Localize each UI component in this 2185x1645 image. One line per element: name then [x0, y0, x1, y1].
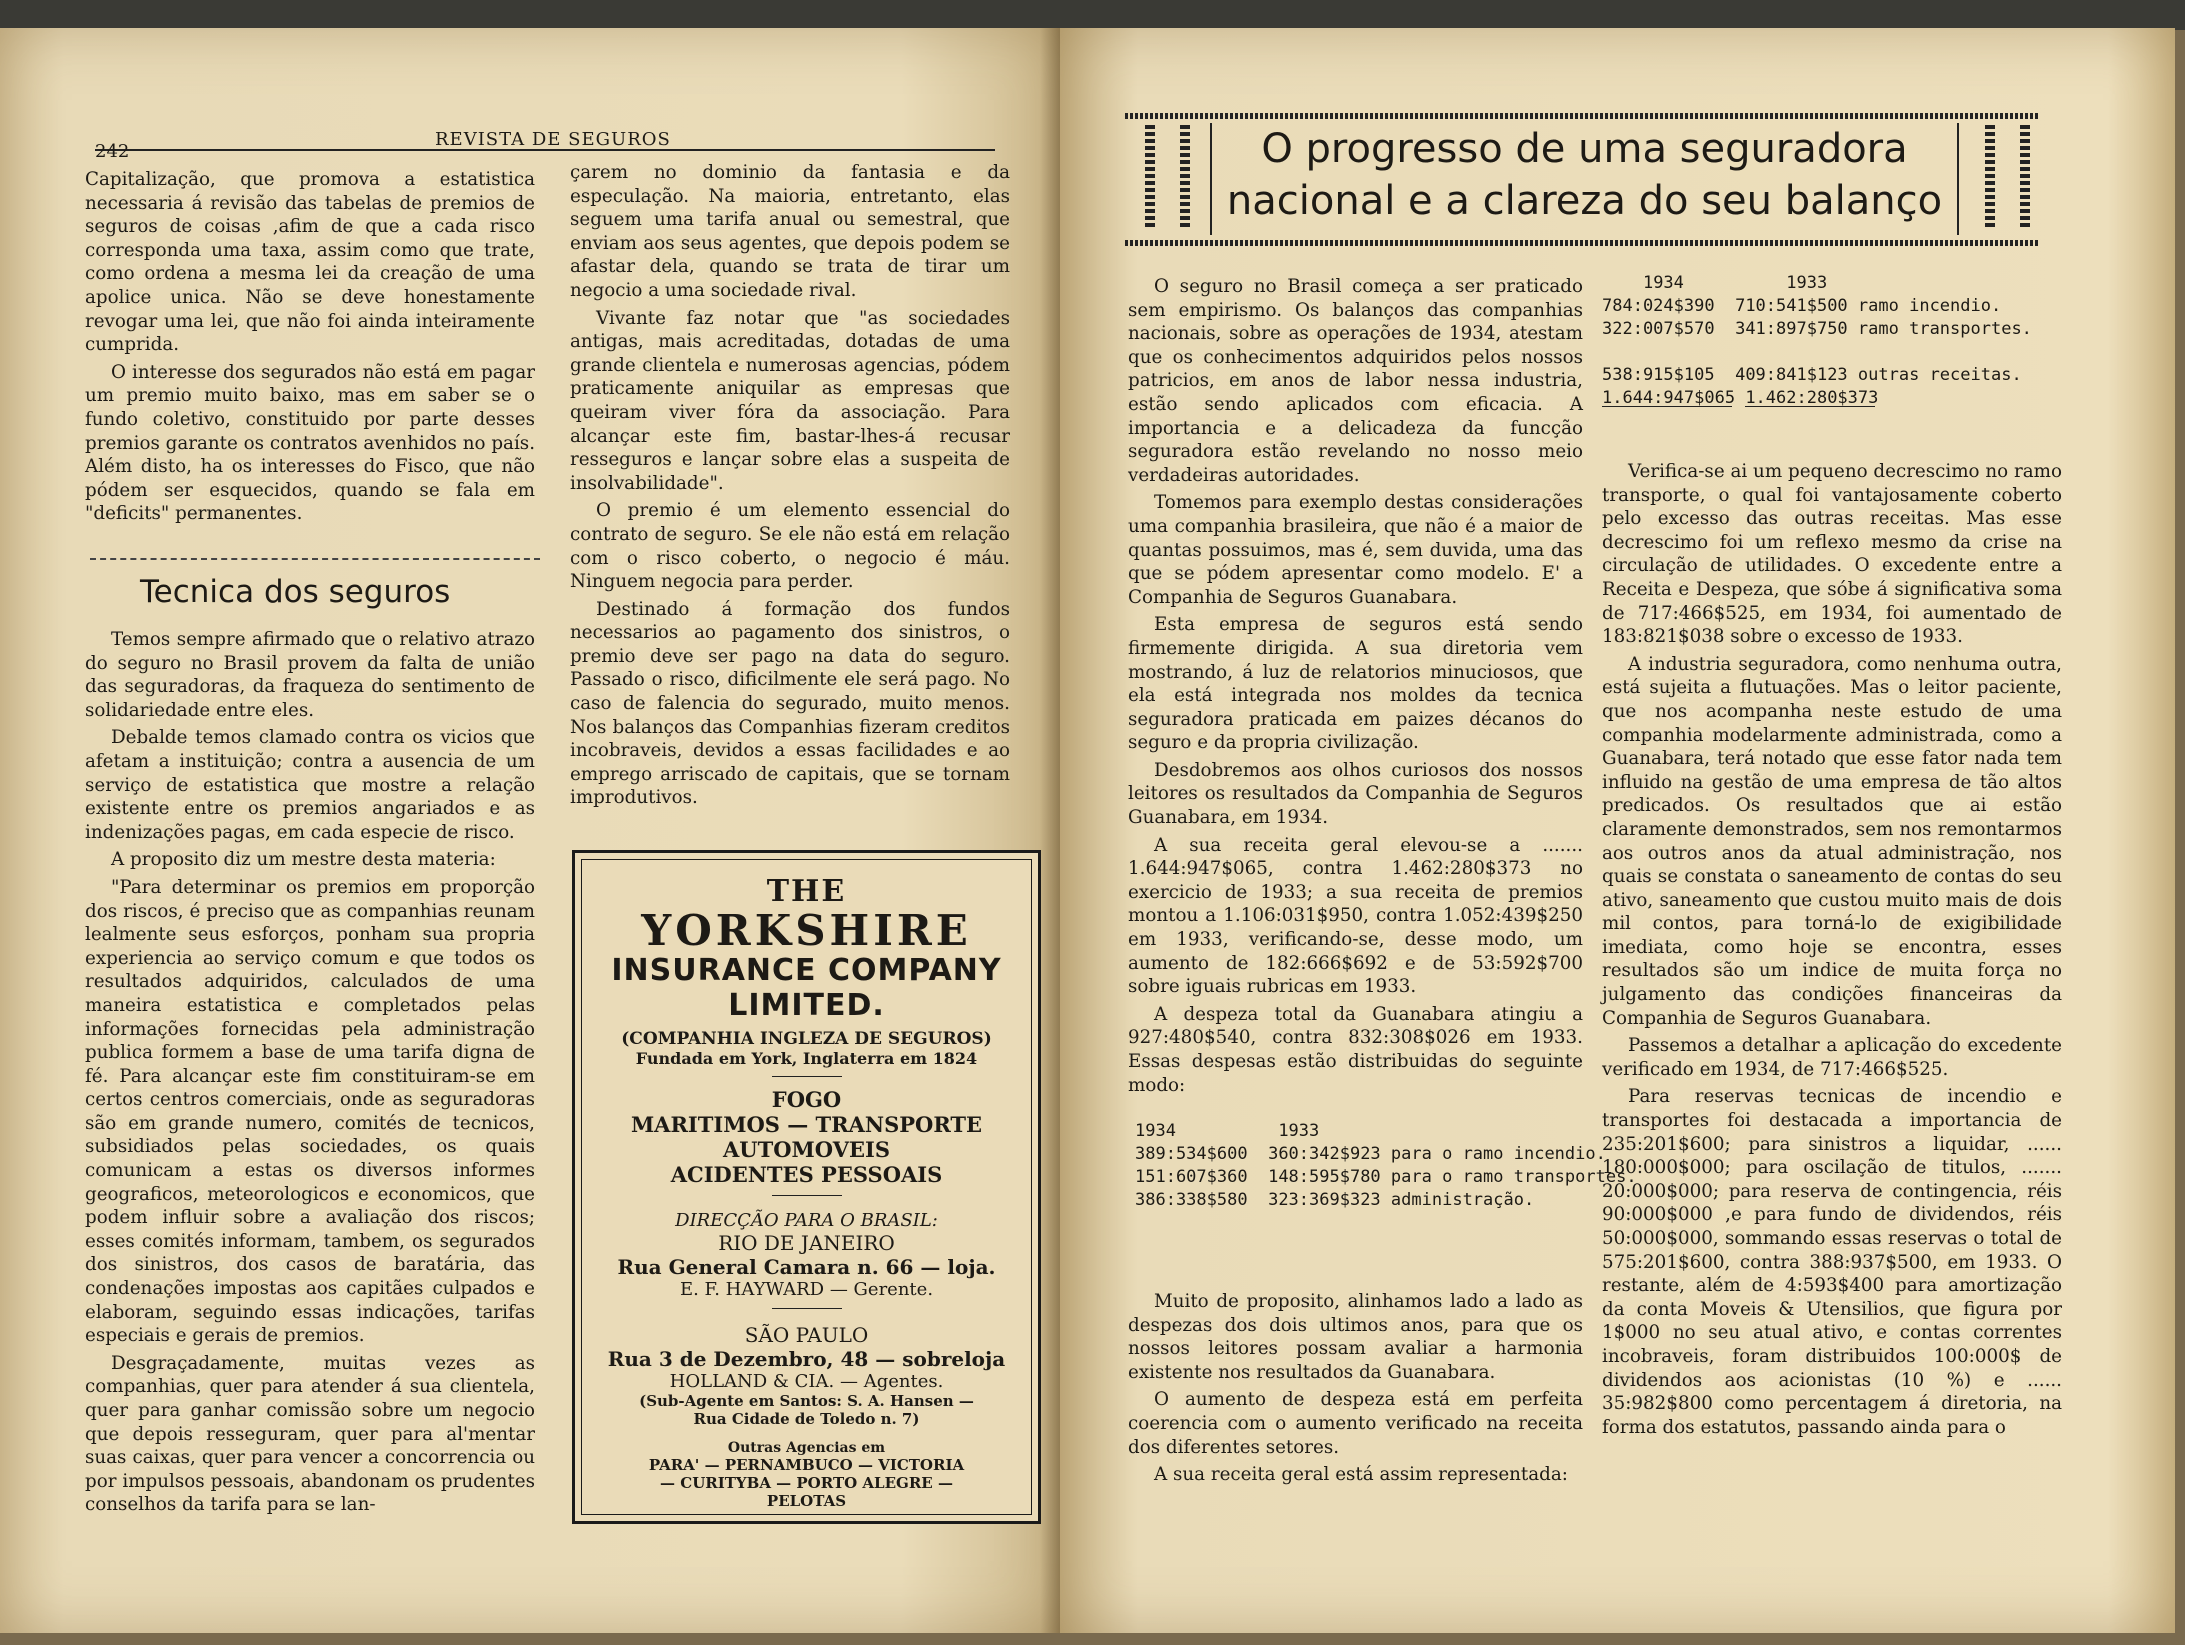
- paragraph: A sua receita geral está assim representada:: [1154, 1464, 1568, 1486]
- paragraph: O aumento de despeza está em perfeita coerencia com o aumento verificado na receita dos diferentes setores.: [1128, 1389, 1583, 1458]
- ad-founded: Fundada em York, Inglaterra em 1824: [635, 1049, 978, 1068]
- banner-rule-top: [1125, 113, 2040, 119]
- ad-rio: RIO DE JANEIRO: [718, 1231, 895, 1255]
- banner-ornament: [1145, 125, 1155, 230]
- page-number: 242: [95, 141, 130, 162]
- expense-table: [1135, 1120, 1637, 1212]
- banner-ornament: [1180, 125, 1190, 230]
- running-title: REVISTA DE SEGUROS: [435, 129, 671, 150]
- ad-line: FOGO: [771, 1087, 842, 1112]
- table-totals: 1.644:947$065 1.462:280$373: [1602, 388, 1879, 408]
- ad-line: AUTOMOVEIS: [723, 1137, 890, 1162]
- expense-table-years: 1934 1933: [1135, 1121, 1320, 1141]
- ad-line: MARITIMOS — TRANSPORTE: [630, 1112, 983, 1137]
- ad-sub-agent-address: Rua Cidade de Toledo n. 7): [693, 1410, 920, 1428]
- article-column-1-a: [1128, 275, 1583, 1101]
- paragraph: Desgraçadamente, muitas vezes as companhias, quer para atender á sua clientela, quer para ganhar comissão sobre um negocio que depois resseguram, quer para al'mentar suas caixas, quer para vencer a concorrencia ou por impulsos pessoais, abandonam os prudentes conselhos da tarifa para se lan-: [85, 1352, 535, 1516]
- paragraph: O seguro no Brasil começa a ser praticado sem empirismo. Os balanços das companhias nacionais, sobre as operações de 1934, atestam que os conhecimentos adquiridos pelos nossos patricios, em anos de labor nessa industria, estão sendo aplicados com eficacia. A importancia e a delicadeza da funcção seguradora estão revelando no nosso meio verdadeiras autoridades.: [1128, 276, 1583, 486]
- table-row: 538:915$105 409:841$123 outras receitas.: [1602, 365, 2022, 385]
- ad-subtitle: (COMPANHIA INGLEZA DE SEGUROS): [621, 1029, 992, 1049]
- paragraph: Tomemos para exemplo destas considerações uma companhia brasileira, que não é a maior de quantas possuimos, mas é, sem duvida, uma das que se pódem apresentar como modelo. E' a Companhia de Seguros Guanabara.: [1128, 492, 1583, 608]
- paragraph: Passemos a detalhar a aplicação do excedente verificado em 1934, de 717:466$525.: [1602, 1035, 2062, 1080]
- article-title: [1210, 123, 1959, 235]
- paragraph: çarem no dominio da fantasia e da especulação. Na maioria, entretanto, elas seguem uma tarifa anual ou semestral, que enviam aos seus agentes, que depois podem se afastar dela, quando se trata de tirar um negocio a uma sociedade rival.: [570, 162, 1010, 301]
- article-column-2: [1602, 460, 2062, 1443]
- ad-cities: — CURITYBA — PORTO ALEGRE —: [660, 1474, 953, 1492]
- paragraph: A industria seguradora, como nenhuma outra, está sujeita a flutuações. Mas o leitor paciente, que nos acompanha neste estudo de uma companhia modelarmente administrada, como a Guanabara, terá notado que esse fator nada tem influido na gestão de uma empresa de tão altos predicados. Os resultados que ai estão claramente demonstrados, sem nos remontarmos aos outros anos da atual administração, nos quais se constata o saneamento de contas do seu ativo, saneamento que custou muito mais de dois mil contos, para torná-lo de exigibilidade imediata, como hoje se encontra, esses resultados são um indice de muita força no julgamento das condições financeiras da Companhia de Seguros Guanabara.: [1602, 653, 2062, 1029]
- banner-ornament: [2020, 125, 2030, 230]
- ad-line: ACIDENTES PESSOAIS: [670, 1162, 943, 1187]
- table-row: 322:007$570 341:897$750 ramo transportes.: [1602, 319, 2032, 339]
- ad-rio-address: Rua General Camara n. 66 — loja.: [617, 1255, 996, 1279]
- paragraph: Desdobremos aos olhos curiosos dos nossos leitores os resultados da Companhia de Seguros Guanabara, em 1934.: [1128, 759, 1583, 829]
- ad-sp-address: Rua 3 de Dezembro, 48 — sobreloja: [607, 1347, 1006, 1371]
- ad-the: THE: [766, 874, 847, 909]
- banner-ornament: [1985, 125, 1995, 230]
- page-header: [95, 123, 995, 162]
- paragraph: Para reservas tecnicas de incendio e transportes foi destacada a importancia de 235:201$600; para sinistros a liquidar, ...... 180:000$000; para oscilação de titulos, ....... 20:000$000; para reserva de contingencia, réis 90:000$000 ,e para fundo de dividendos, réis 50:000$000, sommando essas reservas o total de 575:201$600, contra 388:937$500, em 1933. O restante, além de 4:593$400 para amortização da conta Moveis & Utensilios, que figura por 1$000 no seu atual ativo, e contas correntes incobraveis, foram distribuidos 100:000$ de dividendos aos acionistas (10 %) e ...... 35:982$800 como percentagem á diretoria, na forma dos estatutos, passando ainda para o: [1602, 1086, 2062, 1438]
- paragraph: O interesse dos segurados não está em pagar um premio muito baixo, mas em saber se o fundo coletivo, constituido por parte desses premios garante os contratos avenhidos no país. Além disto, ha os interesses do Fisco, que não pódem ser esquecidos, quando se fala em "deficits" permanentes.: [85, 361, 535, 525]
- ad-sub-agent: (Sub-Agente em Santos: S. A. Hansen —: [639, 1392, 974, 1410]
- article-title-banner: [1125, 113, 2040, 248]
- paragraph: Muito de proposito, alinhamos lado a lado as despezas dos dois ultimos anos, para que os nossos leitores possam avaliar a harmonia existente nos resultados da Guanabara.: [1128, 1291, 1583, 1383]
- yorkshire-advertisement: [572, 850, 1041, 1524]
- paragraph: Capitalização, que promova a estatistica necessaria á revisão das tabelas de premios de seguros de coisas ,afim de que a cada risco corresponda uma taxa, assim como que trate, como ordena a mesma lei da creação de uma apolice unica. Não se deve honestamente revogar uma lei, que não foi ainda inteiramente cumprida.: [85, 169, 535, 356]
- ad-sao-paulo: SÃO PAULO: [744, 1323, 869, 1347]
- paragraph: "Para determinar os premios em proporção dos riscos, é preciso que as companhias reunam lealmente seus esforços, ponham sua propria experiencia ao serviço comum e que todos os resultados adquiridos, calculados de uma maneira estatistica e completados pelas informações fornecidas pela administração publica formem a base de uma tarifa digna de fé. Para alcançar este fim constituiram-se em certos centros comerciais, onde as seguradoras são em grande numero, comités de tecnicos, subsidiados pelas sociedades, os quais comunicam a estas os diversos informes geograficos, meteorologicos e economicos, que podem influir sobre a avaliação dos riscos; esses comités informam, tambem, os segurados dos sinistros, dos casos de baratária, das condenações impostas aos capitães culpados e elaboram, seguindo essas indicações, tarifas especiais e gerais de premios.: [85, 876, 535, 1347]
- paragraph: A proposito diz um mestre desta materia:: [111, 849, 496, 871]
- paragraph: O premio é um elemento essencial do contrato de seguro. Se ele não está em relação com o risco coberto, o negocio é máu. Ninguem negocia para perder.: [570, 500, 1010, 593]
- ad-company-type: INSURANCE COMPANY LIMITED.: [611, 953, 1002, 1023]
- section-divider: [90, 558, 540, 560]
- paragraph: A despeza total da Guanabara atingiu a 927:480$540, contra 832:308$026 em 1933. Essas despesas estão distribuidas do seguinte modo:: [1128, 1003, 1583, 1096]
- paragraph: Verifica-se ai um pequeno decrescimo no ramo transporte, o qual foi vantajosamente coberto pelo excesso das outras receitas. Mas esse decrescimo foi um reflexo mesmo da crise na circulação de utilidades. O excedente entre a Receita e Despeza, que sóbe á significativa soma de 717:466$525, em 1934, foi aumentado de 183:821$038 sobre o excesso de 1933.: [1602, 461, 2062, 648]
- paragraph: Esta empresa de seguros está sendo firmemente dirigida. A sua diretoria vem mostrando, á luz de relatorios minuciosos, que ela está integrada nos moldes da tecnica seguradora praticada em paizes décanos do seguro e da propria civilização.: [1128, 614, 1583, 754]
- section-heading: Tecnica dos seguros: [140, 574, 451, 610]
- paragraph: Temos sempre afirmado que o relativo atrazo do seguro no Brasil provem da falta de união das seguradoras, da fraqueza do sentimento de solidariedade entre eles.: [85, 629, 535, 721]
- table-row: 784:024$390 710:541$500 ramo incendio.: [1602, 296, 2002, 316]
- ad-cities: PARA' — PERNAMBUCO — VICTORIA: [648, 1456, 965, 1474]
- revenue-table-years: 1934 1933: [1642, 273, 1828, 293]
- article-title-line-2: nacional e a clareza do seu balanço: [1226, 178, 1943, 224]
- paragraph: Destinado á formação dos fundos necessarios ao pagamento dos sinistros, o premio deve ser pago na data do seguro. Passado o risco, dificilmente ele será pago. No caso de falencia do segurado, muito menos. Nos balanços das Companhias fizeram creditos incobraveis, devidos a essas facilidades e ao emprego arriscado de capitais, que se tornam improdutivos.: [570, 598, 1010, 809]
- left-column-2: [570, 161, 1010, 814]
- article-title-line-1: O progresso de uma seguradora: [1261, 126, 1908, 172]
- ad-separator: [772, 1076, 842, 1077]
- total-rule: [1745, 406, 1875, 407]
- table-row: 151:607$360 148:595$780 para o ramo transportes.: [1135, 1167, 1637, 1187]
- ad-rio-manager: E. F. HAYWARD — Gerente.: [679, 1279, 934, 1300]
- paragraph: A sua receita geral elevou-se a ....... 1.644:947$065, contra 1.462:280$373 no exercicio de 1933; a sua receita de premios montou a 1.106:031$950, contra 1.052:439$250 em 1933, verificando-se, desse modo, um aumento de 182:666$692 e de 53:592$700 sobre iguais rubricas em 1933.: [1128, 834, 1583, 998]
- ad-company-name: YORKSHIRE: [641, 906, 972, 955]
- ad-other-agencies: Outras Agencias em: [727, 1440, 886, 1456]
- ad-separator: [772, 1308, 842, 1309]
- paragraph: Debalde temos clamado contra os vicios que afetam a instituição; contra a ausencia de um serviço de estatistica que mostre a relação existente entre os premios angariados e as indenizações pagas, em cada especie de risco.: [85, 727, 535, 843]
- left-column-1-bottom: [85, 628, 535, 1521]
- ad-cities: PELOTAS: [766, 1492, 847, 1510]
- banner-rule-bottom: [1125, 240, 2040, 246]
- ad-direction: DIRECÇÃO PARA O BRASIL:: [675, 1210, 938, 1231]
- ad-inner-frame: [581, 859, 1032, 1515]
- left-page: [0, 28, 1060, 1633]
- revenue-table: [1602, 272, 2062, 410]
- table-row: 386:338$580 323:369$323 administração.: [1135, 1190, 1535, 1210]
- article-column-1-b: [1128, 1290, 1583, 1491]
- ad-sp-agents: HOLLAND & CIA. — Agentes.: [669, 1371, 944, 1392]
- paragraph: Vivante faz notar que "as sociedades antigas, mais acreditadas, dotadas de uma grande clientela e numerosas agencias, pódem praticamente aniquilar as empresas que queiram viver fóra da associação. Para alcançar este fim, bastar-lhes-á recusar resseguros e lançar sobre elas a suspeita de insolvabilidade".: [570, 307, 1010, 494]
- table-row: 389:534$600 360:342$923 para o ramo incendio.: [1135, 1144, 1606, 1164]
- total-rule: [1602, 406, 1732, 407]
- left-column-1-top: [85, 168, 535, 530]
- scanner-border: [0, 0, 2185, 30]
- ad-separator: [772, 1195, 842, 1196]
